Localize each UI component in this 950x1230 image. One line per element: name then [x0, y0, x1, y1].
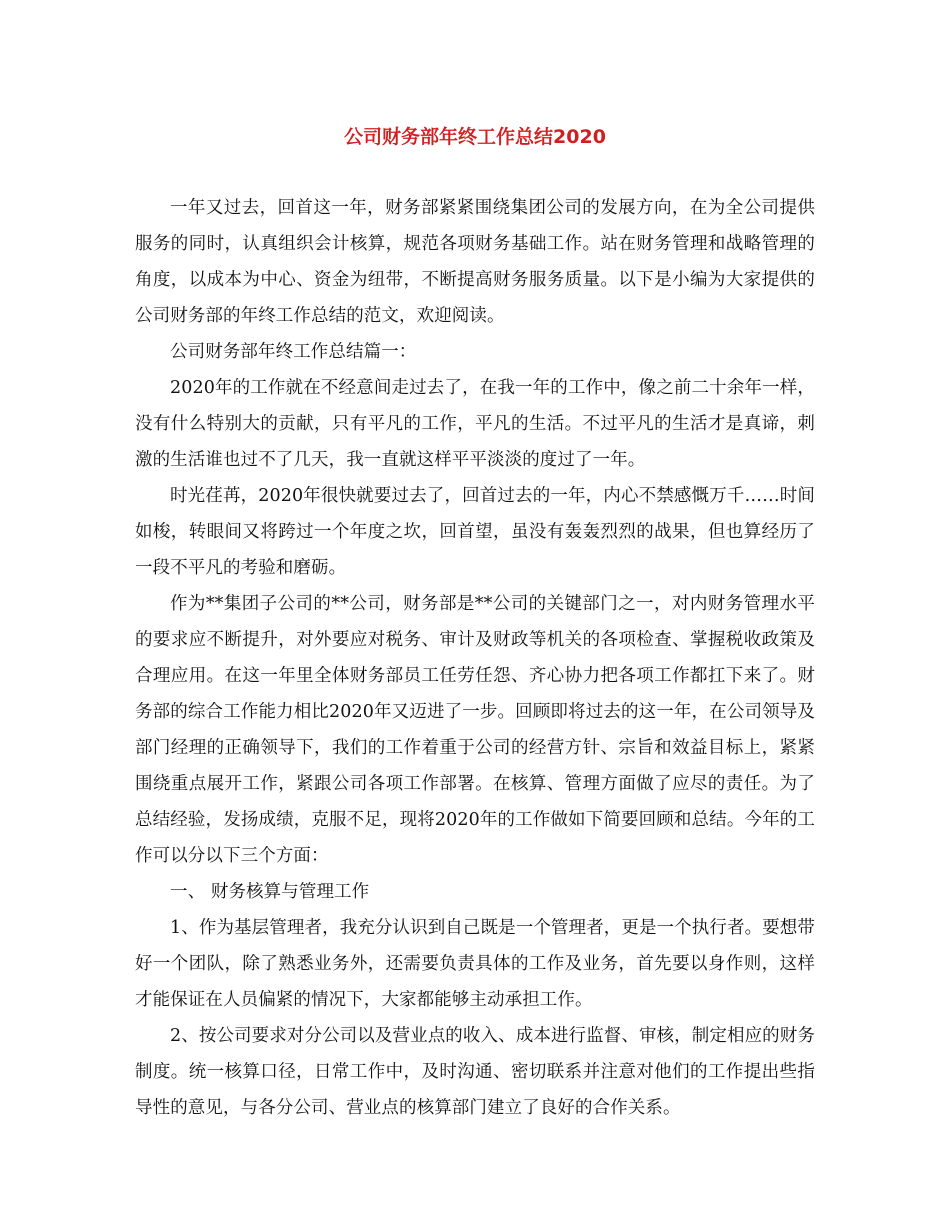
paragraph-intro: 一年又过去，回首这一年，财务部紧紧围绕集团公司的发展方向，在为全公司提供服务的同时，认真组织会计核算，规范各项财务基础工作。站在财务管理和战略管理的角度，以成本为中心、资金为纽带，不断提高财务服务质量。以下是小编为大家提供的公司财务部的年终工作总结的范文，欢迎阅读。 [135, 198, 815, 326]
paragraph: 时光荏苒，2020年很快就要过去了，回首过去的一年，内心不禁感慨万千……时间如梭，转眼间又将跨过一个年度之坎，回首望，虽没有轰轰烈烈的战果，但也算经历了一段不平凡的考验和磨砺。 [135, 486, 815, 578]
document-title: 公司财务部年终工作总结2020 [344, 126, 606, 148]
paragraph: 2、按公司要求对分公司以及营业点的收入、成本进行监督、审核，制定相应的财务制度。统一核算口径，日常工作中，及时沟通、密切联系并注意对他们的工作提出些指导性的意见，与各分公司、营业点的核算部门建立了良好的合作关系。 [135, 1026, 815, 1118]
paragraph: 2020年的工作就在不经意间走过去了，在我一年的工作中，像之前二十余年一样，没有什么特别大的贡献，只有平凡的工作，平凡的生活。不过平凡的生活才是真谛，刺激的生活谁也过不了几天，我一直就这样平平淡淡的度过了一年。 [135, 378, 815, 470]
paragraph: 1、作为基层管理者，我充分认识到自己既是一个管理者，更是一个执行者。要想带好一个团队，除了熟悉业务外，还需要负责具体的工作及业务，首先要以身作则，这样才能保证在人员偏紧的情况下，大家都能够主动承担工作。 [135, 918, 815, 1010]
paragraph-section-heading: 公司财务部年终工作总结篇一： [170, 342, 417, 362]
paragraph: 作为**集团子公司的**公司，财务部是**公司的关键部门之一，对内财务管理水平的要求应不断提升，对外要应对税务、审计及财政等机关的各项检查、掌握税收政策及合理应用。在这一年里全体财务部员工任劳任怨、齐心协力把各项工作都扛下来了。财务部的综合工作能力相比2020年又迈进了一步。回顾即将过去的这一年，在公司领导及部门经理的正确领导下，我们的工作着重于公司的经营方针、宗旨和效益目标上，紧紧围绕重点展开工作，紧跟公司各项工作部署。在核算、管理方面做了应尽的责任。为了总结经验，发扬成绩，克服不足，现将2020年的工作做如下简要回顾和总结。今年的工作可以分以下三个方面： [135, 594, 815, 866]
document-body [135, 190, 815, 1126]
paragraph-subheading: 一、 财务核算与管理工作 [170, 882, 370, 902]
